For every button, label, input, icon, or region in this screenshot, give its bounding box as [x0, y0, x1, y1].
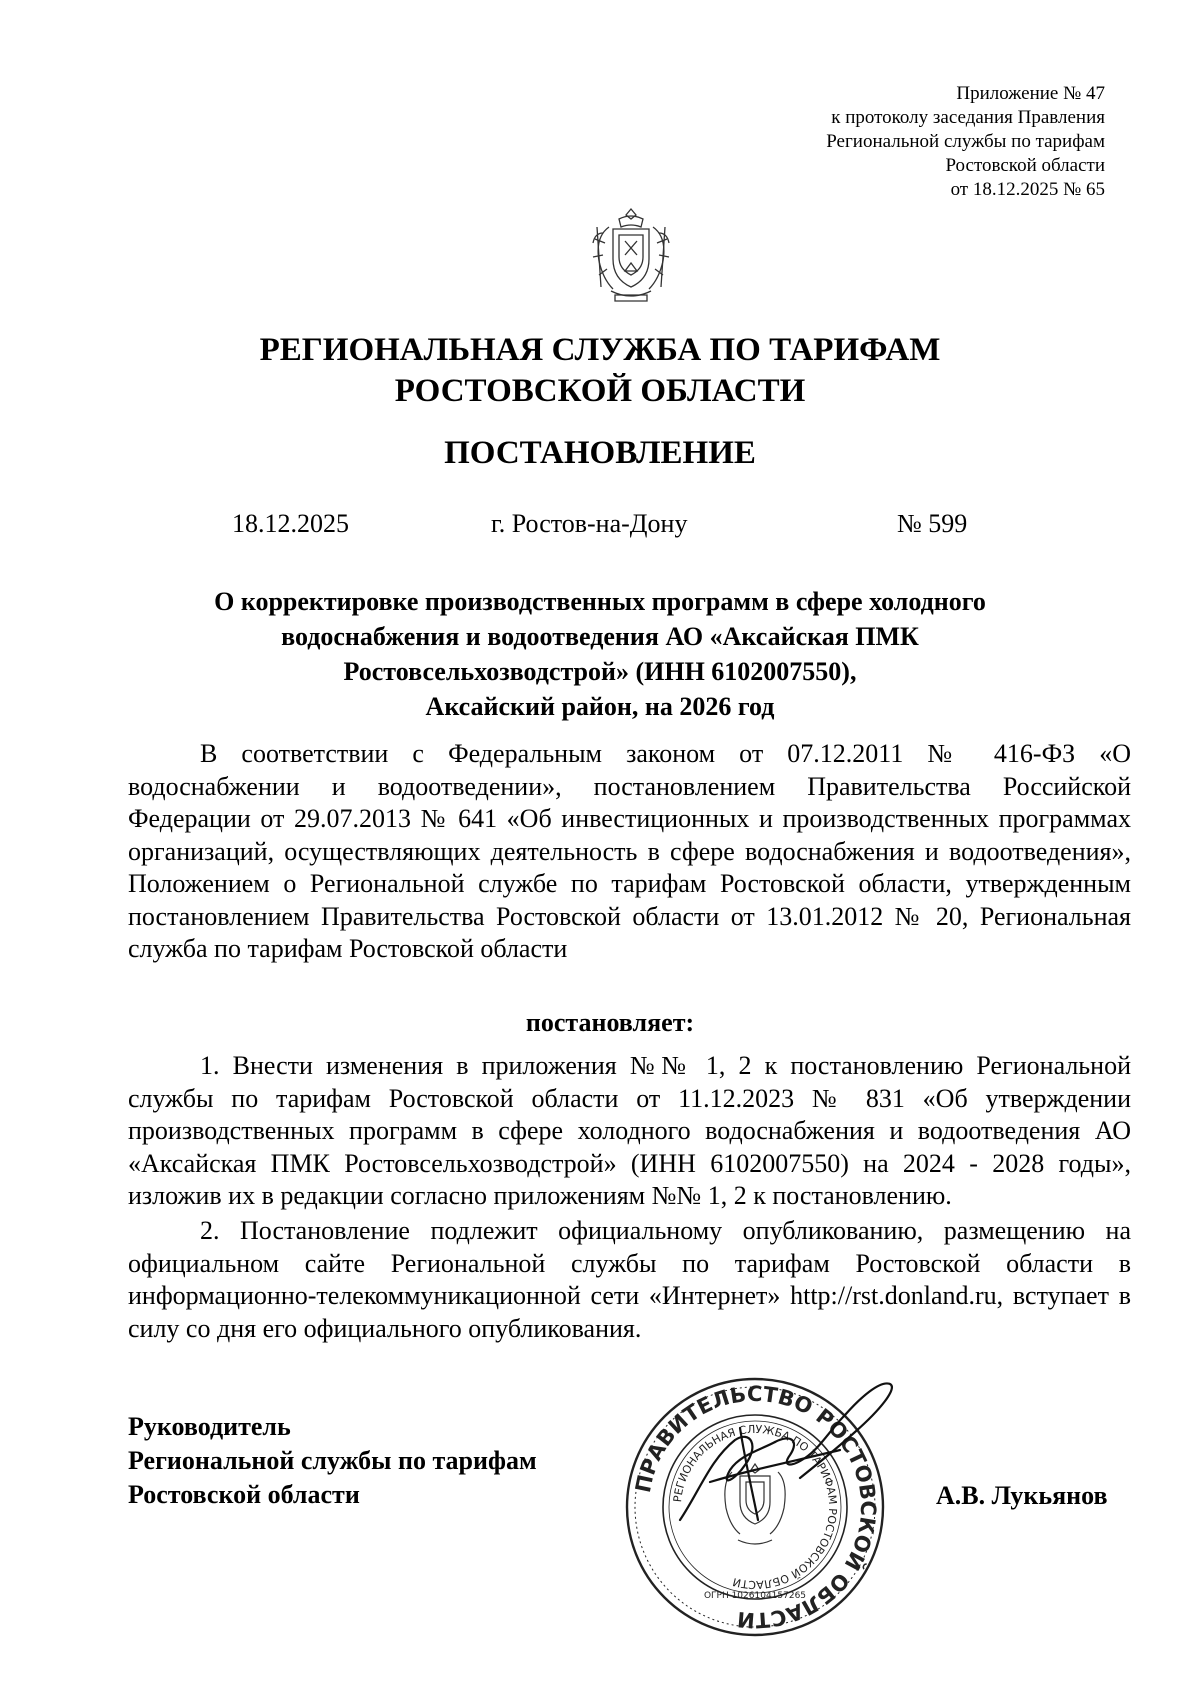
annex-line: Приложение № 47 — [956, 83, 1105, 104]
coat-of-arms-icon — [585, 203, 677, 306]
annex-line: Ростовской области — [945, 155, 1105, 176]
seal-ogrn-text: ОГРН 1026104157265 — [703, 1591, 807, 1601]
annex-reference — [685, 82, 1105, 202]
signer-name: А.В. Лукьянов — [936, 1481, 1108, 1510]
organization-name-line: РОСТОВСКОЙ ОБЛАСТИ — [394, 373, 806, 409]
organization-name-line: РЕГИОНАЛЬНАЯ СЛУЖБА ПО ТАРИФАМ — [259, 332, 941, 368]
document-city: г. Ростов-на-Дону — [491, 509, 688, 538]
document-type: ПОСТАНОВЛЕНИЕ — [444, 435, 756, 471]
subject-line: Ростовсельхозводстрой» (ИНН 6102007550), — [343, 657, 857, 686]
seal-outer-text: ПРАВИТЕЛЬСТВО РОСТОВСКОЙ ОБЛАСТИ — [630, 1381, 881, 1633]
organization-name — [0, 330, 1200, 412]
annex-line: от 18.12.2025 № 65 — [950, 179, 1105, 200]
resolves-heading: постановляет: — [525, 1008, 695, 1037]
signer-position-line: Руководитель — [128, 1412, 291, 1441]
subject-line: Аксайский район, на 2026 год — [425, 692, 775, 721]
preamble-paragraph: В соответствии с Федеральным законом от 07.12.2011 № 416-ФЗ «О водоснабжении и водоотведении», постановлением Правительства Российской Федерации от 29.07.2013 № 641 «Об инвестиционных и производственных программах организаций, осуществляющих деятельность в сфере водоснабжения и водоотведения», Положением о Региональной службе по тарифам Ростовской области, утвержденным постановлением Правительства Ростовской области от 13.01.2012 № 20, Региональная служба по тарифам Ростовской области — [128, 739, 1131, 963]
annex-line: к протоколу заседания Правления — [831, 107, 1105, 128]
signer-position — [128, 1410, 537, 1512]
signer-position-line: Региональной службы по тарифам — [128, 1446, 537, 1475]
subject-line: О корректировке производственных программ в сфере холодного — [214, 587, 986, 616]
annex-line: Региональной службы по тарифам — [826, 131, 1105, 152]
subject-line: водоснабжения и водоотведения АО «Аксайская ПМК — [281, 622, 919, 651]
resolution-item-1: 1. Внести изменения в приложения №№ 1, 2 к постановлению Региональной службы по тарифам Ростовской области от 11.12.2023 № 831 «Об утверждении производственных программ в сфере холодного водоснабжения и водоотведения АО «Аксайская ПМК Ростовсельхозводстрой» (ИНН 6102007550) на 2024 - 2028 годы», изложив их в редакции согласно приложениям №№ 1, 2 к постановлению. — [128, 1051, 1131, 1210]
document-date: 18.12.2025 — [232, 509, 349, 538]
seal-inner-text: РЕГИОНАЛЬНАЯ СЛУЖБА ПО ТАРИФАМ РОСТОВСКОЙ ОБЛАСТИ — [671, 1422, 840, 1592]
signer-position-line: Ростовской области — [128, 1480, 360, 1509]
handwritten-signature — [640, 1370, 910, 1550]
resolution-item-2: 2. Постановление подлежит официальному опубликованию, размещению на официальном сайте Региональной службы по тарифам Ростовской области в информационно-телекоммуникационной сети «Интернет» http://rst.donland.ru, вступает в силу со дня его официального опубликования. — [128, 1216, 1131, 1343]
document-subject — [180, 584, 1020, 724]
document-number: № 599 — [897, 509, 968, 538]
